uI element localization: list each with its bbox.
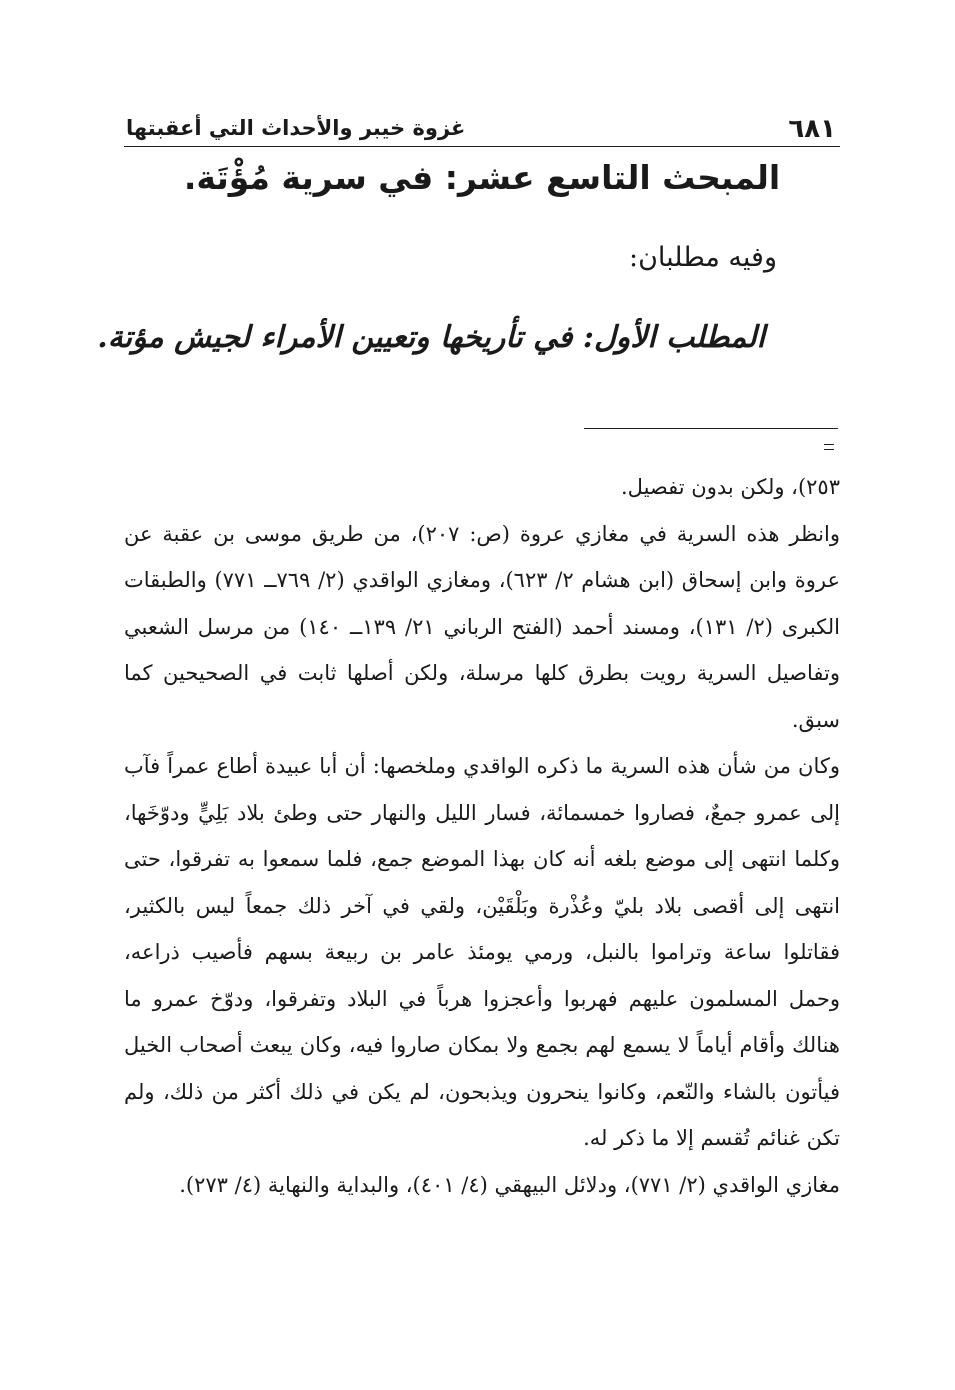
footnote-paragraph: مغازي الواقدي (٢/ ٧٧١)، ودلائل البيهقي (٤/ ٤٠١)، والبداية والنهاية (٤/ ٢٧٣). (179, 1172, 840, 1197)
footnote-continuation-mark (824, 444, 834, 450)
footnote-rule (584, 428, 838, 429)
running-title: غزوة خيبر والأحداث التي أعقبتها (126, 116, 466, 140)
intro-line: وفيه مطلبان: (629, 242, 777, 273)
footnote-paragraph: وكان من شأن هذه السرية ما ذكره الواقدي وملخصها: أن أبا عبيدة أطاع عمراً فآب إلى عمرو جمعٌ، فصاروا خمسمائة، فسار الليل والنهار حتى وطئ بلاد بَلِيٍّ ودوّخَها، وكلما انتهى إلى موضع بلغه أنه كان بهذا الموضع جمع، فلما سمعوا به تفرقوا، حتى انتهى إلى أقصى بلاد بليّ وعُذْرة وبَلْقَيْن، ولقي في آخر ذلك جمعاً ليس بالكثير، فقاتلوا ساعة وتراموا بالنبل، ورمي يومئذ عامر بن ربيعة بسهم فأصيب ذراعه، وحمل المسلمون عليهم فهربوا وأعجزوا هرباً في البلاد وتفرقوا، ودوّخ عمرو ما هنالك وأقام أياماً لا يسمع لهم بجمع ولا بمكان صاروا فيه، وكان يبعث أصحاب الخيل فيأتون بالشاء والنّعم، وكانوا ينحرون ويذبحون، لم يكن في ذلك أكثر من ذلك، ولم تكن غنائم تُقسم إلا ما ذكر له. (124, 754, 840, 1150)
footnote-paragraph: وانظر هذه السرية في مغازي عروة (ص: ٢٠٧)، من طريق موسى بن عقبة عن عروة وابن إسحاق (ابن هشام ٢/ ٦٢٣)، ومغازي الواقدي (٢/ ٧٦٩ــ ٧٧١) والطبقات الكبرى (٢/ ١٣١)، ومسند أحمد (الفتح الرباني ٢١/ ١٣٩ــ ١٤٠) من مرسل الشعبي وتفاصيل السرية رويت بطرق كلها مرسلة، ولكن أصلها ثابت في الصحيحين كما سبق. (124, 521, 840, 732)
page-number: ٦٨١ (788, 114, 836, 144)
header-rule (124, 146, 840, 147)
footnote-paragraph: ٢٥٣)، ولكن بدون تفصيل. (621, 475, 840, 499)
subsection-title: المطلب الأول: في تأريخها وتعيين الأمراء لجيش مؤتة. (97, 320, 765, 355)
footnotes (124, 464, 840, 1208)
page-header (124, 112, 840, 148)
section-title: المبحث التاسع عشر: في سرية مُؤْتَة. (183, 158, 781, 197)
